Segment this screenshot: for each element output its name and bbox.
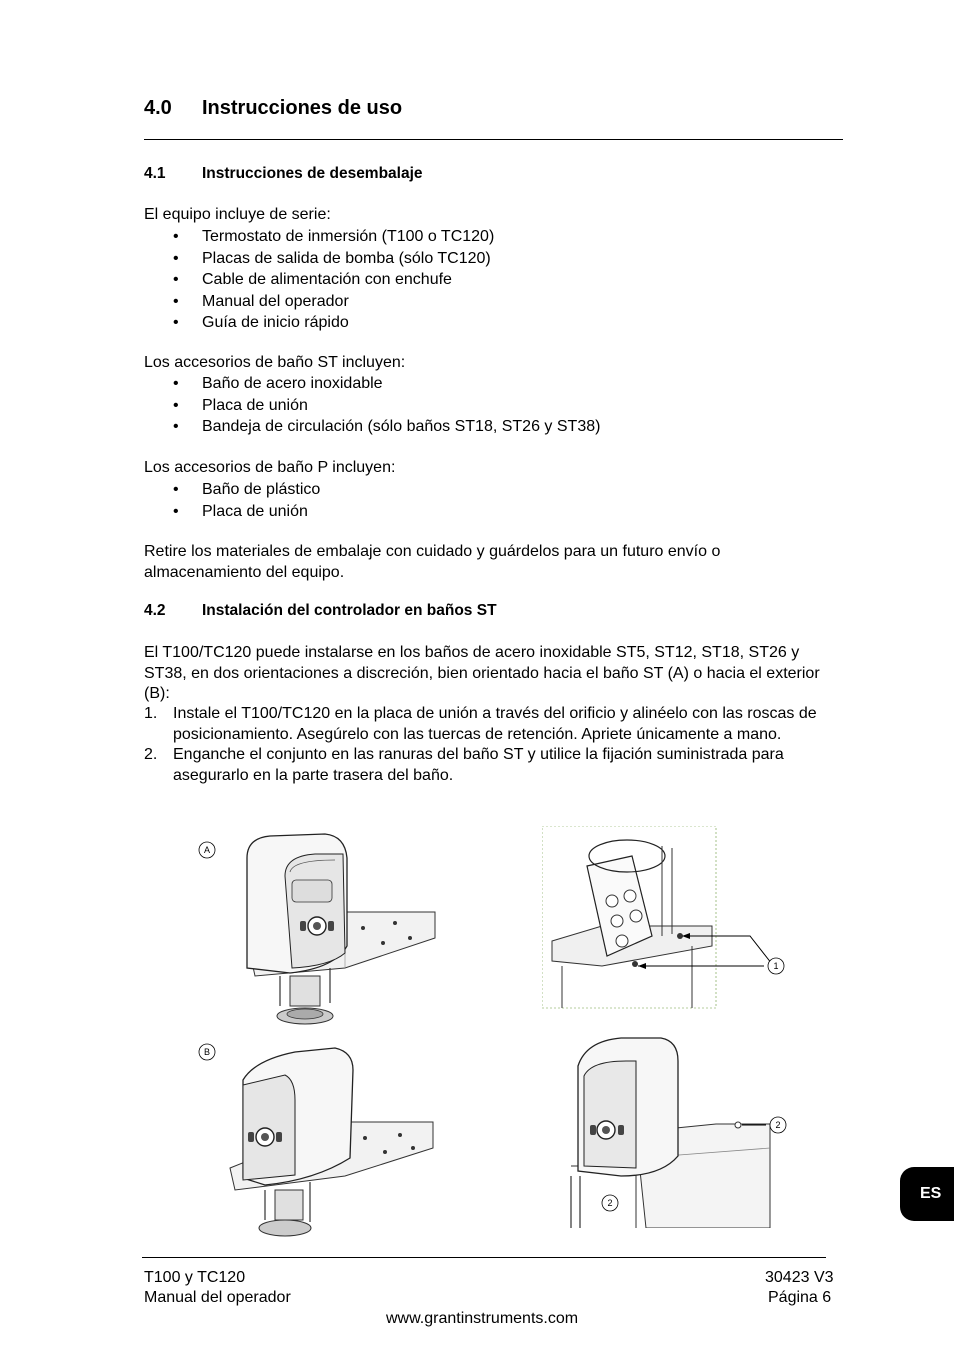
footer-website: www.grantinstruments.com [386,1310,579,1327]
heading-title: Instrucciones de uso [202,97,403,119]
section-heading-4-2 [144,602,497,620]
closing-paragraph: Retire los materiales de embalaje con cuidado y guárdelos para un futuro envío o almacenamiento del equipo. [144,543,721,581]
list-item: • Cable de alimentación con enchufe [144,269,494,291]
figure-b-controller-illustration [195,1040,445,1245]
standard-items-list [144,226,494,334]
list-item: • Placa de unión [144,501,320,523]
callout-1-label: 1 [773,961,779,971]
list-item: • Bandeja de circulación (sólo baños ST18, ST26 y ST38) [144,416,600,438]
list-item: • Termostato de inmersión (T100 o TC120) [144,226,494,248]
section-title: Instrucciones de desembalaje [202,165,423,182]
step-text: Instale el T100/TC120 en la placa de unión a través del orificio y alinéelo con las roscas de posicionamiento. Asegúrelo con las tuercas de retención. Apriete únicamente a mano. [173,705,817,743]
page-title [144,97,402,120]
section-number: 4.2 [144,602,166,619]
figure-circulation-tray-illustration [542,826,792,1010]
list-item: • Placa de unión [144,395,600,417]
step-number: 2. [144,746,158,763]
heading-rule [144,139,843,140]
callout-a-label: A [203,845,211,855]
list-item: • Baño de plástico [144,479,320,501]
p-items-list [144,479,320,522]
list-item: • Baño de acero inoxidable [144,373,600,395]
step-number: 1. [144,705,158,722]
list-item: • Manual del operador [144,291,494,313]
footer-product: T100 y TC120 [144,1269,246,1286]
list-item [144,704,834,745]
footer-doc-code: 30423 V3 [765,1269,834,1286]
step-text: Enganche el conjunto en las ranuras del baño ST y utilice la fijación suministrada para asegurarlo en la parte trasera del baño. [173,746,784,784]
st-items-list [144,373,600,438]
callout-2-top-label: 2 [775,1120,781,1130]
list-item [144,745,834,786]
footer-manual: Manual del operador [144,1289,291,1306]
list-item: • Placas de salida de bomba (sólo TC120) [144,248,494,270]
installation-intro: El T100/TC120 puede instalarse en los baños de acero inoxidable ST5, ST12, ST18, ST26 y ST38, en dos orientaciones a discreción, bien orientado hacia el baño ST (A) o hacia el exterior (B): [144,644,820,702]
figure-bath-mounted-illustration [566,1036,792,1228]
callout-b-label: B [203,1047,211,1057]
section-number: 4.1 [144,165,166,182]
intro-standard: El equipo incluye de serie: [144,206,331,223]
language-tab: ES [900,1167,954,1221]
installation-steps [144,704,834,786]
list-item: • Guía de inicio rápido [144,312,494,334]
footer-rule [142,1257,826,1258]
callout-2-bottom-label: 2 [607,1198,613,1208]
section-heading-4-1 [144,165,423,183]
figure-a-controller-illustration [195,828,445,1030]
section-title: Instalación del controlador en baños ST [202,602,497,619]
heading-number: 4.0 [144,97,172,119]
intro-st: Los accesorios de baño ST incluyen: [144,354,406,371]
intro-p: Los accesorios de baño P incluyen: [144,459,396,476]
footer-page-number: Página 6 [768,1289,832,1306]
